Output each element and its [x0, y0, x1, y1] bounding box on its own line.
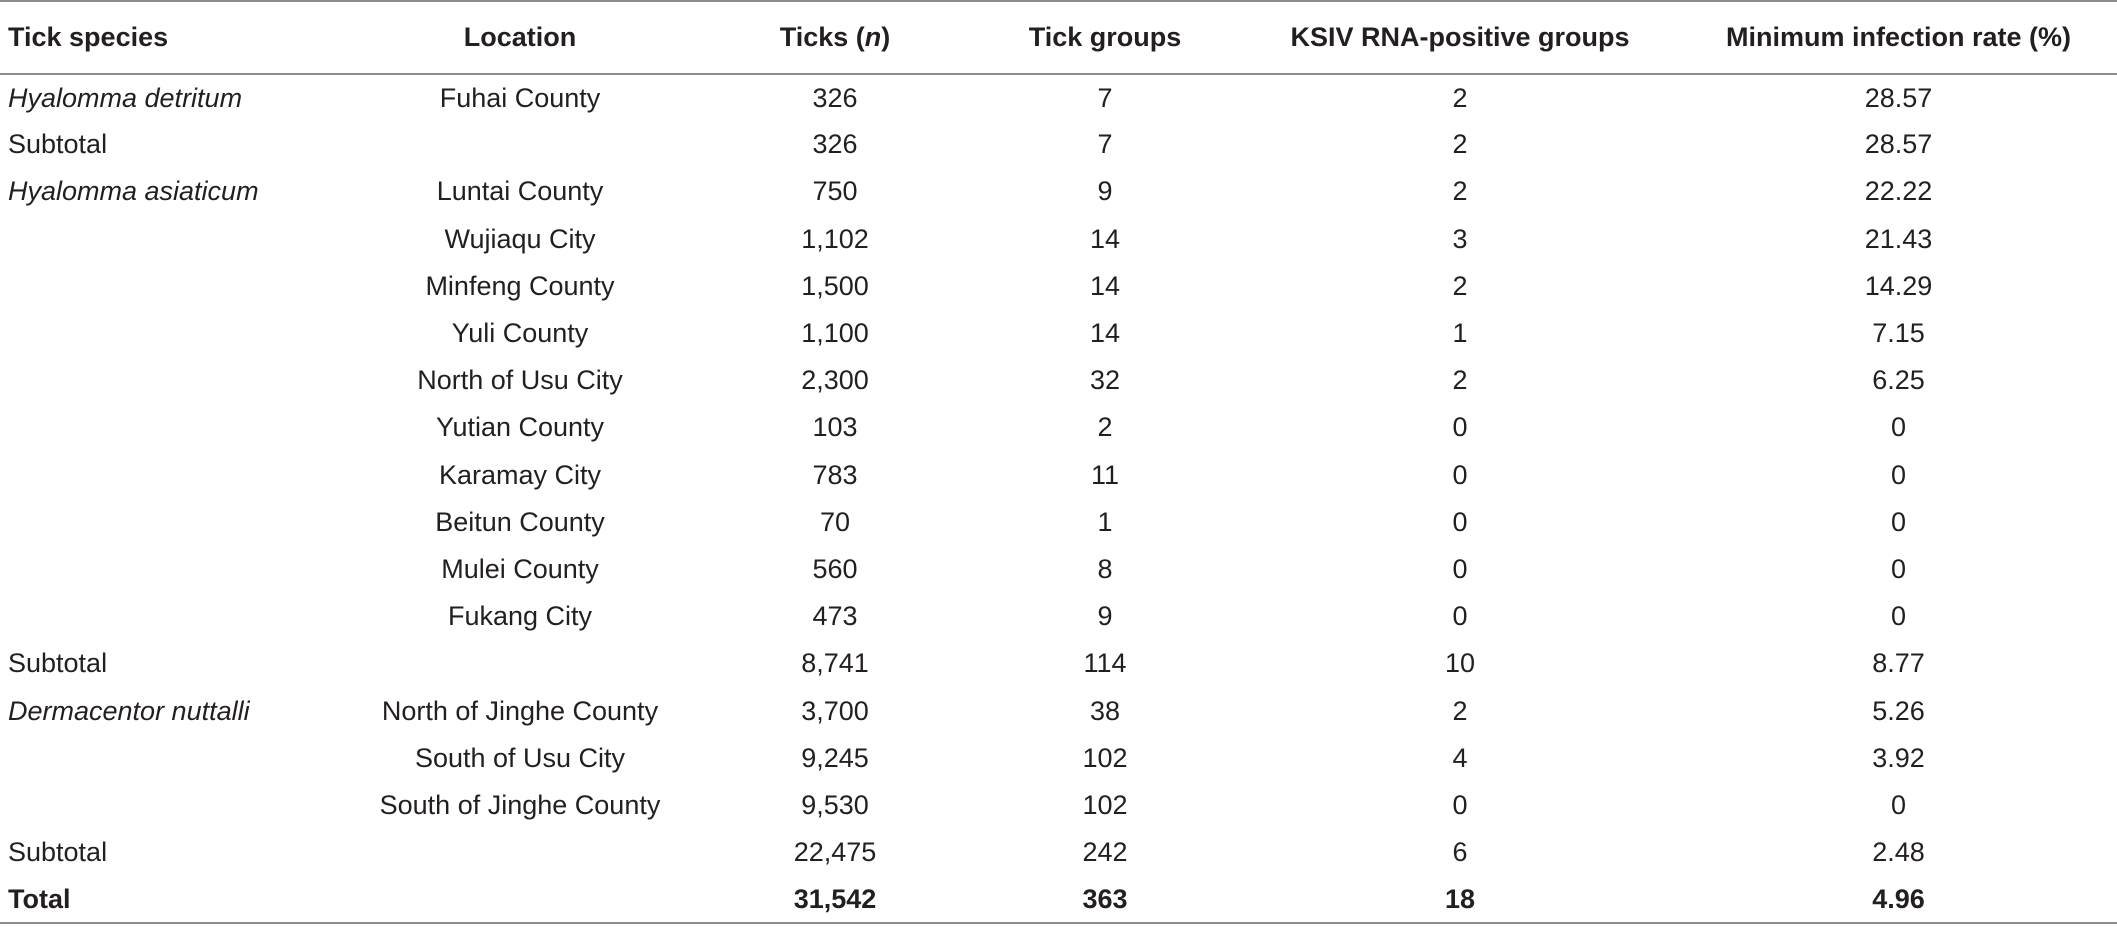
table-header [0, 1, 2117, 74]
cell-tick-groups: 9 [1097, 176, 1113, 207]
total-rate: 4.96 [1680, 876, 2117, 923]
cell-location: Luntai County [436, 176, 604, 207]
cell-infection-rate: 28.57 [1864, 82, 1933, 113]
cell-infection-rate: 0 [1890, 789, 1907, 820]
cell-ticks: 103 [812, 412, 858, 443]
header-ticks-prefix: Ticks ( [779, 22, 865, 52]
cell-ticks: 750 [812, 176, 858, 207]
cell-positive-groups: 0 [1452, 601, 1468, 632]
cell-infection-rate: 28.57 [1864, 129, 1933, 160]
cell-positive-groups: 0 [1452, 553, 1468, 584]
cell-infection-rate: 0 [1890, 459, 1907, 490]
cell-location: Fuhai County [439, 82, 601, 113]
cell-location: South of Usu City [414, 742, 626, 773]
cell-tick-groups: 102 [1082, 789, 1128, 820]
cell-positive-groups: 1 [1452, 318, 1468, 349]
cell-infection-rate: 8.77 [1872, 648, 1925, 679]
cell-tick-groups: 14 [1089, 318, 1121, 349]
cell-tick-species: Subtotal [8, 837, 108, 868]
header-infection-rate: Minimum infection rate (%) [1680, 1, 2117, 74]
cell-positive-groups: 0 [1452, 506, 1468, 537]
cell-positive-groups: 0 [1452, 789, 1468, 820]
cell-tick-species: Hyalomma asiaticum [8, 176, 259, 207]
cell-ticks: 2,300 [801, 365, 869, 396]
cell-location: North of Jinghe County [381, 695, 659, 726]
total-ticks: 31,542 [700, 876, 970, 923]
cell-infection-rate: 6.25 [1872, 365, 1925, 396]
cell-tick-groups: 7 [1097, 82, 1113, 113]
table-row [0, 687, 2117, 734]
cell-tick-groups: 242 [1082, 837, 1128, 868]
cell-positive-groups: 2 [1452, 176, 1468, 207]
table-row [0, 216, 2117, 263]
table-row [0, 168, 2117, 215]
header-tick-species: Tick species [0, 1, 340, 74]
cell-tick-groups: 114 [1083, 648, 1127, 679]
table-row [0, 263, 2117, 310]
cell-tick-groups: 11 [1090, 459, 1120, 490]
cell-positive-groups: 0 [1452, 459, 1468, 490]
cell-location: North of Usu City [417, 365, 623, 396]
header-location: Location [340, 1, 700, 74]
cell-location: Mulei County [441, 553, 599, 584]
cell-location: Minfeng County [425, 270, 615, 301]
cell-tick-species: Hyalomma detritum [8, 82, 243, 113]
total-row [0, 876, 2117, 923]
cell-positive-groups: 2 [1452, 82, 1468, 113]
cell-ticks: 22,475 [793, 837, 877, 868]
table-row [0, 404, 2117, 451]
table-row [0, 593, 2117, 640]
subtotal-row [0, 640, 2117, 687]
cell-infection-rate: 14.29 [1864, 270, 1933, 301]
header-tick-groups: Tick groups [970, 1, 1240, 74]
cell-infection-rate: 3.92 [1872, 742, 1925, 773]
cell-tick-species [0, 216, 340, 263]
cell-ticks: 1,500 [801, 270, 869, 301]
cell-location: Yuli County [451, 318, 589, 349]
cell-location: South of Jinghe County [379, 789, 661, 820]
cell-tick-groups: 14 [1089, 270, 1121, 301]
cell-tick-species [0, 452, 340, 499]
table-row [0, 357, 2117, 404]
cell-tick-groups: 1 [1097, 506, 1113, 537]
cell-positive-groups: 0 [1452, 412, 1468, 443]
cell-tick-groups: 8 [1097, 553, 1113, 584]
cell-location: Beitun County [435, 506, 605, 537]
cell-location: Karamay City [438, 459, 602, 490]
header-positive-groups: KSIV RNA-positive groups [1240, 1, 1680, 74]
cell-tick-species: Dermacentor nuttalli [8, 695, 250, 726]
cell-positive-groups: 10 [1444, 648, 1476, 679]
cell-ticks: 783 [812, 459, 858, 490]
cell-positive-groups: 2 [1452, 365, 1468, 396]
cell-positive-groups: 4 [1452, 742, 1468, 773]
cell-tick-species [0, 782, 340, 829]
cell-tick-groups: 102 [1082, 742, 1128, 773]
cell-positive-groups: 6 [1452, 837, 1468, 868]
cell-tick-species [0, 404, 340, 451]
header-ticks [700, 1, 970, 74]
table-row [0, 452, 2117, 499]
cell-ticks: 1,102 [801, 223, 869, 254]
subtotal-row [0, 121, 2117, 168]
cell-ticks: 1,100 [801, 318, 869, 349]
cell-infection-rate: 2.48 [1872, 837, 1925, 868]
header-ticks-suffix: ) [881, 22, 891, 52]
subtotal-row [0, 829, 2117, 876]
cell-ticks: 560 [812, 553, 858, 584]
cell-tick-groups: 32 [1089, 365, 1121, 396]
cell-tick-groups: 9 [1097, 601, 1113, 632]
cell-location: Fukang City [447, 601, 593, 632]
cell-ticks: 473 [812, 601, 858, 632]
total-location [340, 876, 700, 923]
cell-tick-groups: 14 [1089, 223, 1121, 254]
cell-tick-species: Subtotal [8, 129, 108, 160]
cell-location: Wujiaqu City [444, 223, 596, 254]
table-row [0, 735, 2117, 782]
cell-positive-groups: 2 [1452, 270, 1468, 301]
total-label: Total [0, 876, 340, 923]
cell-tick-groups: 7 [1097, 129, 1113, 160]
cell-tick-species [0, 735, 340, 782]
total-positive: 18 [1240, 876, 1680, 923]
cell-infection-rate: 21.43 [1864, 223, 1933, 254]
cell-tick-species: Subtotal [8, 648, 108, 679]
cell-ticks: 326 [812, 82, 858, 113]
cell-ticks: 9,530 [801, 789, 869, 820]
cell-location [340, 121, 700, 168]
cell-tick-species [0, 310, 340, 357]
cell-tick-species [0, 263, 340, 310]
cell-infection-rate: 0 [1890, 601, 1907, 632]
cell-location: Yutian County [435, 412, 605, 443]
cell-location [340, 640, 700, 687]
cell-ticks: 9,245 [801, 742, 869, 773]
cell-ticks: 3,700 [801, 695, 869, 726]
table-row [0, 74, 2117, 121]
header-ticks-n: n [864, 22, 882, 52]
cell-infection-rate: 5.26 [1872, 695, 1925, 726]
cell-location [340, 829, 700, 876]
cell-ticks: 70 [819, 506, 851, 537]
table-row [0, 310, 2117, 357]
table-row [0, 782, 2117, 829]
cell-tick-species [0, 499, 340, 546]
cell-infection-rate: 0 [1890, 412, 1907, 443]
cell-infection-rate: 7.15 [1872, 318, 1925, 349]
cell-tick-groups: 38 [1089, 695, 1121, 726]
cell-tick-species [0, 546, 340, 593]
cell-infection-rate: 0 [1890, 553, 1907, 584]
table-row [0, 499, 2117, 546]
header-row [0, 1, 2117, 74]
total-groups: 363 [970, 876, 1240, 923]
cell-infection-rate: 22.22 [1864, 176, 1933, 207]
cell-tick-species [0, 357, 340, 404]
table-body [0, 74, 2117, 923]
cell-positive-groups: 2 [1452, 695, 1468, 726]
cell-infection-rate: 0 [1890, 506, 1907, 537]
table-row [0, 546, 2117, 593]
cell-positive-groups: 2 [1452, 129, 1468, 160]
cell-ticks: 326 [812, 129, 858, 160]
cell-ticks: 8,741 [801, 648, 869, 679]
cell-positive-groups: 3 [1452, 223, 1468, 254]
cell-tick-species [0, 593, 340, 640]
cell-tick-groups: 2 [1097, 412, 1113, 443]
